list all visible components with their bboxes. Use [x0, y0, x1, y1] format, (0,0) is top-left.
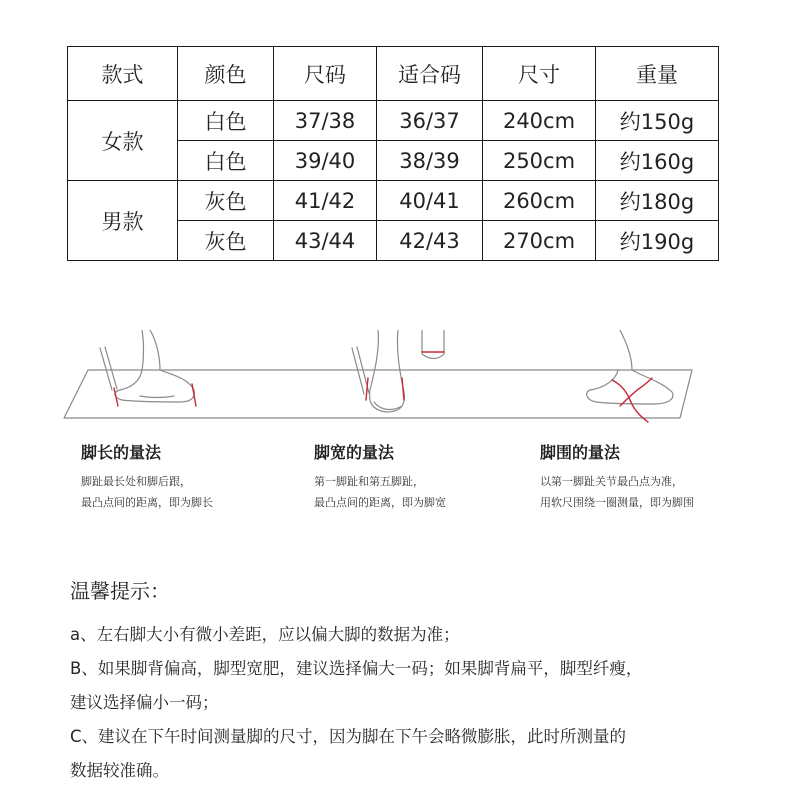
- tip-line: B、如果脚背偏高，脚型宽肥，建议选择偏大一码；如果脚背扁平，脚型纤瘦，: [70, 659, 643, 678]
- tip-line: 数据较准确。: [70, 761, 169, 780]
- leg-heel-icon: [422, 330, 444, 359]
- foot-side-girth-icon: [587, 330, 673, 404]
- foot-measurement-illustration: [60, 330, 700, 430]
- cell-color: 灰色: [178, 181, 274, 221]
- header-weight: 重量: [596, 47, 719, 101]
- method-desc-line: 脚趾最长处和脚后跟，: [81, 475, 191, 488]
- length-marker-heel: [192, 384, 196, 406]
- cell-size: 43/44: [274, 221, 377, 261]
- header-style: 款式: [68, 47, 178, 101]
- table-row: [68, 101, 719, 141]
- table-header-row: [68, 47, 719, 101]
- cell-weight: 约190g: [596, 221, 719, 261]
- method-foot-girth: [540, 440, 694, 513]
- header-dimension: 尺寸: [483, 47, 596, 101]
- cell-fit: 38/39: [377, 141, 483, 181]
- method-title: 脚围的量法: [540, 443, 621, 462]
- header-fit-size: 适合码: [377, 47, 483, 101]
- cell-fit: 36/37: [377, 101, 483, 141]
- cell-color: 灰色: [178, 221, 274, 261]
- gender-cell-men: 男款: [68, 181, 178, 261]
- method-desc-line: 第一脚趾和第五脚趾，: [314, 475, 424, 488]
- cell-weight: 约160g: [596, 141, 719, 181]
- cell-length: 270cm: [483, 221, 596, 261]
- tips-title: 温馨提示：: [70, 579, 170, 603]
- cell-length: 240cm: [483, 101, 596, 141]
- cell-color: 白色: [178, 101, 274, 141]
- tip-line: 建议选择偏小一码；: [70, 693, 219, 712]
- foot-front-width-icon: [370, 330, 405, 412]
- cell-size: 39/40: [274, 141, 377, 181]
- method-foot-width: [314, 440, 446, 513]
- tip-line: C、建议在下午时间测量脚的尺寸，因为脚在下午会略微膨胀，此时所测量的: [70, 727, 627, 746]
- method-desc-line: 用软尺围绕一圈测量，即为脚围: [540, 496, 694, 509]
- header-color: 颜色: [178, 47, 274, 101]
- cell-weight: 约150g: [596, 101, 719, 141]
- tips-list: [70, 618, 730, 788]
- girth-tape-icon: [612, 378, 652, 422]
- gender-cell-women: 女款: [68, 101, 178, 181]
- size-table: [67, 46, 719, 261]
- cell-color: 白色: [178, 141, 274, 181]
- cell-fit: 42/43: [377, 221, 483, 261]
- cell-length: 250cm: [483, 141, 596, 181]
- cell-weight: 约180g: [596, 181, 719, 221]
- cell-size: 37/38: [274, 101, 377, 141]
- floor-mat: [64, 370, 692, 418]
- header-size: 尺码: [274, 47, 377, 101]
- width-marker-right: [402, 378, 404, 400]
- cell-fit: 40/41: [377, 181, 483, 221]
- foot-side-length-icon: [115, 330, 194, 402]
- tip-line: a、左右脚大小有微小差距，应以偏大脚的数据为准；: [70, 625, 460, 644]
- cell-size: 41/42: [274, 181, 377, 221]
- method-title: 脚长的量法: [81, 443, 162, 462]
- table-row: [68, 181, 719, 221]
- method-title: 脚宽的量法: [314, 443, 395, 462]
- method-desc-line: 最凸点间的距离，即为脚长: [81, 496, 213, 509]
- method-desc-line: 以第一脚趾关节最凸点为准，: [540, 475, 683, 488]
- method-desc-line: 最凸点间的距离，即为脚宽: [314, 496, 446, 509]
- cell-length: 260cm: [483, 181, 596, 221]
- ruler-left-icon: [100, 347, 117, 390]
- method-foot-length: [81, 440, 213, 513]
